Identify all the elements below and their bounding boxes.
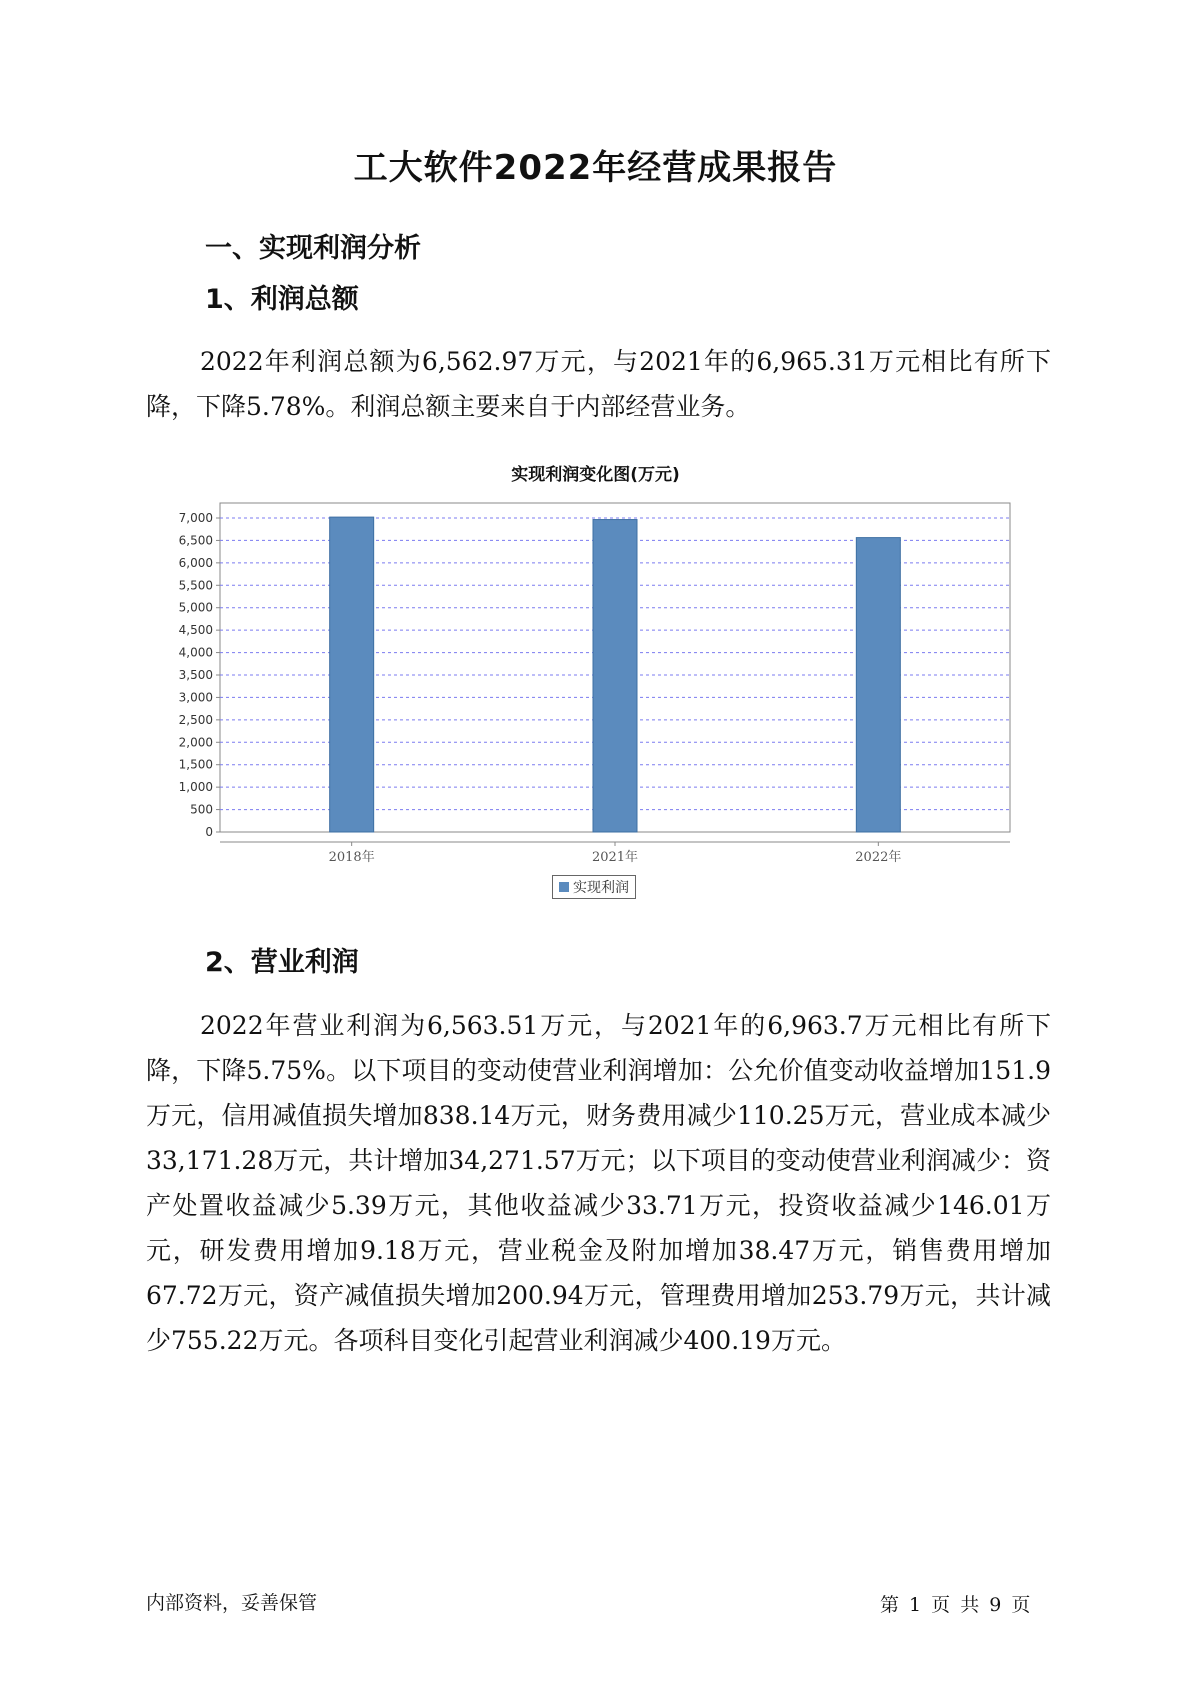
bar [330, 517, 374, 832]
subsection-heading-operating-profit: 2、营业利润 [205, 947, 359, 978]
bar [856, 538, 900, 832]
y-tick-label: 1,500 [178, 757, 213, 772]
y-tick-label: 5,500 [178, 578, 213, 593]
y-tick-label: 2,500 [178, 712, 213, 727]
y-tick-label: 6,000 [178, 555, 213, 570]
footer-page-number: 第 1 页 共 9 页 [880, 1594, 1033, 1616]
chart-legend [552, 875, 636, 899]
y-tick-label: 4,500 [178, 623, 213, 638]
legend-swatch [559, 882, 569, 892]
y-tick-label: 5,000 [178, 600, 213, 615]
y-tick-label: 4,000 [178, 645, 213, 660]
y-tick-label: 2,000 [178, 735, 213, 750]
y-tick-label: 7,000 [178, 511, 213, 525]
x-tick-label: 2022年 [855, 850, 902, 865]
chart-title: 实现利润变化图(万元) [511, 465, 680, 485]
section-heading: 一、实现利润分析 [205, 233, 421, 264]
x-tick-label: 2021年 [591, 850, 639, 865]
total-profit-paragraph: 2022年利润总额为6,562.97万元，与2021年的6,965.31万元相比有所下降，下降5.78%。利润总额主要来自于内部经营业务。 [146, 347, 1051, 421]
bar [593, 520, 637, 832]
footer-confidential-note: 内部资料，妥善保管 [146, 1592, 318, 1614]
y-tick-label: 3,000 [178, 690, 213, 705]
y-tick-label: 6,500 [178, 533, 213, 548]
y-tick-label: 1,000 [178, 780, 213, 795]
page-title: 工大软件2022年经营成果报告 [353, 148, 838, 188]
y-tick-label: 3,500 [178, 668, 213, 682]
legend-label: 实现利润 [573, 880, 629, 896]
subsection-heading-total-profit: 1、利润总额 [205, 284, 359, 315]
x-tick-label: 2018年 [328, 850, 375, 865]
operating-profit-paragraph: 2022年营业利润为6,563.51万元，与2021年的6,963.7万元相比有所下降，下降5.75%。以下项目的变动使营业利润增加：公允价值变动收益增加151.9万元，信用减值损失增加838.14万元，财务费用减少110.25万元，营业成本减少33,171.28万元，共计增加34,271.57万元；以下项目的变动使营业利润减少：资产处置收益减少5.39万元，其他收益减少33.71万元，投资收益减少146.01万元，研发费用增加9.18万元，营业税金及附加增加38.47万元，销售费用增加67.72万元，资产减值损失增加200.94万元，管理费用增加253.79万元，共计减少755.22万元。各项科目变化引起营业利润减少400.19万元。 [146, 1011, 1051, 1355]
y-tick-label: 500 [190, 802, 213, 817]
y-tick-label: 0 [205, 825, 213, 839]
